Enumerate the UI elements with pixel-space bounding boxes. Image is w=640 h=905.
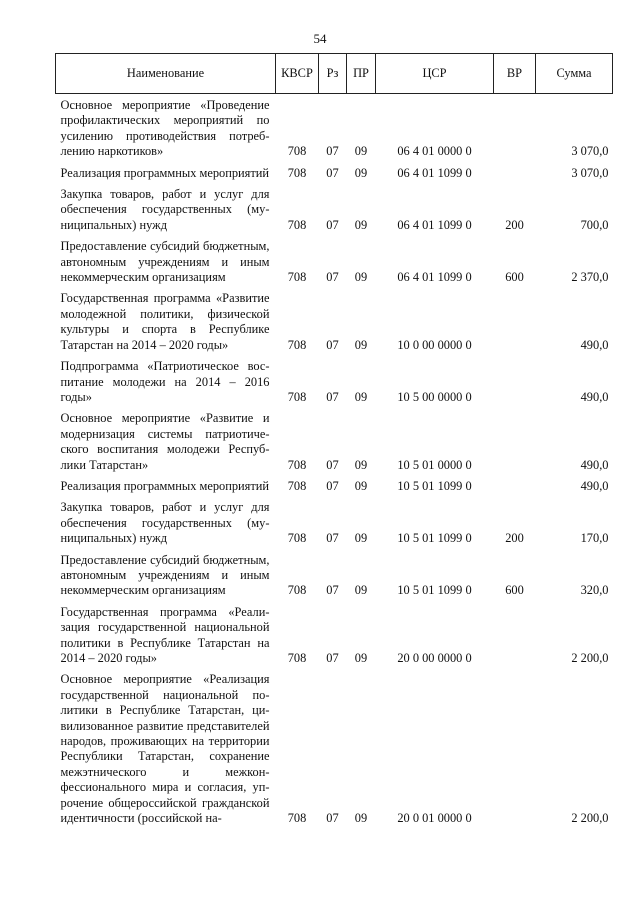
cell-name: Основное мероприятие «Развитие и модернизация системы патриотического воспитания молодежи Республики Татарстан»: [60, 411, 270, 472]
cell-vr: 600: [505, 270, 524, 285]
table-row: [56, 287, 613, 355]
cell-rz: 07: [326, 478, 339, 493]
cell-kvsr: 708: [287, 811, 307, 826]
cell-kvsr: 708: [287, 144, 307, 159]
cell-sum: 490,0: [580, 457, 609, 472]
cell-rz: 07: [326, 811, 339, 826]
cell-pr: 09: [354, 270, 368, 285]
cell-kvsr: 708: [287, 217, 307, 232]
table-row: [56, 407, 613, 475]
table-row: [56, 668, 613, 828]
cell-kvsr: 708: [287, 531, 307, 546]
cell-sum: 700,0: [580, 217, 609, 232]
table-row: [56, 549, 613, 601]
table-row: [56, 496, 613, 548]
table-row: [56, 601, 613, 669]
cell-csr: 10 5 00 0000 0: [397, 389, 472, 404]
cell-pr: 09: [354, 144, 368, 159]
cell-name: Подпрограмма «Патриотическое воспитание молодежи на 2014 – 2016 годы»: [60, 359, 270, 404]
cell-kvsr: 708: [287, 651, 307, 665]
header-kvsr: КВСР: [276, 54, 319, 94]
header-vr: ВР: [494, 54, 536, 94]
cell-csr: 10 5 01 0000 0: [397, 457, 472, 472]
cell-rz: 07: [326, 144, 339, 159]
cell-csr: 10 5 01 1099 0: [397, 583, 472, 598]
table-row: [56, 355, 613, 407]
cell-name: Закупка товаров, работ и услуг для обеспечения государственных (муниципальных) нужд: [60, 187, 270, 232]
cell-kvsr: 708: [287, 389, 307, 404]
cell-name: Реализация программных мероприятий: [60, 165, 270, 180]
cell-csr: 06 4 01 1099 0: [397, 217, 472, 232]
cell-name: Государственная программа «Реализация государственной национальной политики в Республике Татарстан на 2014 – 2020 годы»: [60, 604, 270, 665]
table-row: [56, 183, 613, 235]
cell-vr: 600: [505, 583, 524, 598]
cell-pr: 09: [354, 389, 368, 404]
page-number: 54: [313, 31, 327, 46]
header-pr: ПР: [347, 54, 376, 94]
cell-pr: 09: [354, 337, 368, 352]
cell-csr: 06 4 01 0000 0: [397, 144, 472, 159]
cell-pr: 09: [354, 583, 368, 598]
cell-pr: 09: [354, 478, 368, 493]
cell-rz: 07: [326, 217, 339, 232]
cell-vr: [494, 94, 536, 162]
table-row: [56, 235, 613, 287]
cell-name: Основное мероприятие «Проведение профилактических мероприятий по усилению противодействия потреблению наркотиков»: [60, 98, 270, 159]
cell-name: Предоставление субсидий бюджетным, автономным учреждениям и иным некоммерческим организациям: [60, 552, 270, 598]
cell-name: Основное мероприятие «Реализация государственной национальной политики в Республике Татарстан, цивилизованное развитие представителей народов, проживающих на территории Республики Татарстан, сохранение межэтнического и межконфессионального мира и согласия, упрочение общероссийской гражданской идентичности (российской на-: [60, 672, 270, 826]
cell-pr: 09: [354, 457, 368, 472]
cell-vr: [494, 162, 536, 183]
cell-vr: [494, 287, 536, 355]
cell-vr: 200: [505, 531, 524, 546]
cell-vr: 200: [505, 217, 524, 232]
cell-rz: 07: [326, 651, 339, 665]
header-rz: Рз: [319, 54, 347, 94]
cell-kvsr: 708: [287, 165, 307, 180]
cell-vr: [494, 355, 536, 407]
table-body: [56, 94, 613, 829]
cell-kvsr: 708: [287, 478, 307, 493]
cell-vr: [494, 407, 536, 475]
table-header: [56, 54, 613, 94]
cell-kvsr: 708: [287, 270, 307, 285]
cell-rz: 07: [326, 457, 339, 472]
cell-sum: 2 200,0: [571, 651, 609, 665]
table-row: [56, 94, 613, 162]
cell-vr: [494, 668, 536, 828]
table-row: [56, 162, 613, 183]
cell-csr: 20 0 00 0000 0: [397, 651, 472, 665]
cell-sum: 2 200,0: [571, 811, 609, 826]
cell-kvsr: 708: [287, 457, 307, 472]
cell-vr: [494, 475, 536, 496]
cell-sum: 490,0: [580, 337, 609, 352]
cell-rz: 07: [326, 583, 339, 598]
cell-csr: 06 4 01 1099 0: [397, 270, 472, 285]
cell-rz: 07: [326, 389, 339, 404]
table-row: [56, 475, 613, 496]
cell-sum: 490,0: [580, 478, 609, 493]
cell-sum: 3 070,0: [571, 165, 609, 180]
cell-rz: 07: [326, 337, 339, 352]
cell-pr: 09: [354, 165, 368, 180]
cell-sum: 170,0: [580, 531, 609, 546]
cell-sum: 2 370,0: [571, 270, 609, 285]
header-sum: Сумма: [536, 54, 613, 94]
cell-sum: 3 070,0: [571, 144, 609, 159]
cell-rz: 07: [326, 165, 339, 180]
cell-csr: 10 5 01 1099 0: [397, 478, 472, 493]
cell-csr: 06 4 01 1099 0: [397, 165, 472, 180]
cell-rz: 07: [326, 270, 339, 285]
header-csr: ЦСР: [376, 54, 494, 94]
cell-csr: 20 0 01 0000 0: [397, 811, 472, 826]
cell-pr: 09: [354, 811, 368, 826]
cell-pr: 09: [354, 217, 368, 232]
cell-name: Закупка товаров, работ и услуг для обеспечения государственных (муниципальных) нужд: [60, 500, 270, 546]
header-name: Наименование: [56, 54, 276, 94]
cell-csr: 10 0 00 0000 0: [397, 337, 472, 352]
cell-pr: 09: [354, 651, 368, 665]
cell-name: Государственная программа «Развитие молодежной политики, физической культуры и спорта в Республике Татарстан на 2014 – 2020 годы»: [60, 291, 270, 352]
cell-sum: 320,0: [580, 583, 609, 598]
cell-name: Реализация программных мероприятий: [60, 478, 270, 493]
budget-table: [55, 53, 613, 828]
cell-vr: [494, 601, 536, 669]
cell-csr: 10 5 01 1099 0: [397, 531, 472, 546]
cell-pr: 09: [354, 531, 368, 546]
cell-rz: 07: [326, 531, 339, 546]
cell-kvsr: 708: [287, 583, 307, 598]
cell-sum: 490,0: [580, 389, 609, 404]
cell-kvsr: 708: [287, 337, 307, 352]
cell-name: Предоставление субсидий бюджетным, автономным учреждениям и иным некоммерческим организациям: [60, 239, 270, 285]
